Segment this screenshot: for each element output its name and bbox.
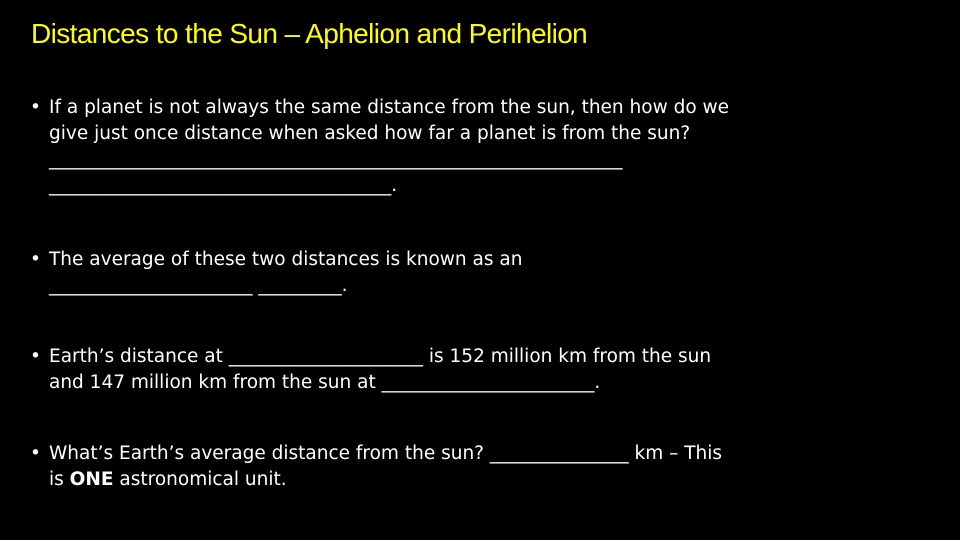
bullet-item-2 bbox=[30, 247, 910, 299]
bullet-2-blank-line: ______________________ _________. bbox=[49, 275, 348, 296]
bullet-4-line-2 bbox=[30, 467, 910, 493]
bullet-4-text-post: astronomical unit. bbox=[113, 469, 287, 490]
bullet-dot: • bbox=[30, 346, 41, 367]
bullet-1-blank-line-2: _____________________________________. bbox=[49, 175, 398, 196]
bullet-2-line-1: The average of these two distances is known as an bbox=[49, 249, 523, 270]
bullet-3-line-1: Earth’s distance at _____________________ is 152 million km from the sun bbox=[49, 346, 712, 367]
slide-title: Distances to the Sun – Aphelion and Perihelion bbox=[31, 18, 588, 49]
bullet-dot: • bbox=[30, 443, 41, 464]
bullet-item-4 bbox=[30, 441, 910, 493]
bullet-3-line-2: and 147 million km from the sun at _______________________. bbox=[49, 372, 601, 393]
bullet-item-1 bbox=[30, 95, 910, 199]
bullet-4-text-pre: is bbox=[49, 469, 70, 490]
bullet-1-blank-line-1: ______________________________________________________________ bbox=[49, 149, 623, 170]
bullet-1-line-2: give just once distance when asked how far a planet is from the sun? bbox=[49, 123, 691, 144]
bullet-item-3 bbox=[30, 344, 910, 396]
bullet-4-line-1: What’s Earth’s average distance from the sun? _______________ km – This bbox=[49, 443, 723, 464]
bullet-dot: • bbox=[30, 249, 41, 270]
bullet-dot: • bbox=[30, 97, 41, 118]
bullet-1-line-1: If a planet is not always the same distance from the sun, then how do we bbox=[49, 97, 730, 118]
bullet-4-emphasis: ONE bbox=[69, 469, 114, 490]
